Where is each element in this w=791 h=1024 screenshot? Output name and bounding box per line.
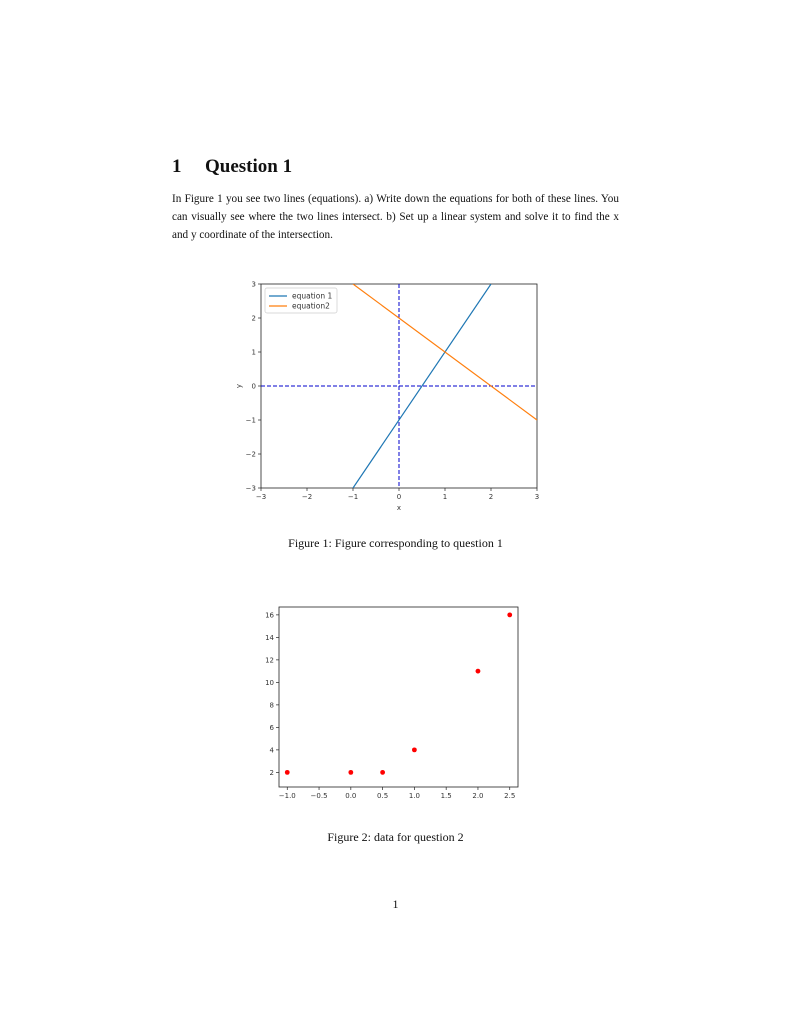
fig2-data-point: [348, 770, 353, 775]
figure-1-caption: Figure 1: Figure corresponding to question 1: [288, 536, 503, 550]
fig2-y-tick-label: 6: [269, 723, 274, 732]
fig1-x-tick-label: 1: [442, 493, 448, 501]
fig2-y-tick-label: 8: [269, 701, 274, 710]
question-paragraph: In Figure 1 you see two lines (equations). a) Write down the equations for both of these lines. You can visually see where the two lines intersect. b) Set up a linear system and solve it to find the x and y coordinate of the intersection.: [172, 193, 619, 241]
fig1-x-tick-label: 3: [534, 493, 540, 501]
fig2-x-tick-label: 0.0: [345, 792, 357, 800]
fig2-y-tick-label: 10: [265, 678, 274, 687]
fig2-x-tick-label: 2.5: [504, 792, 516, 800]
fig2-x-tick-label: −1.0: [278, 792, 296, 800]
fig1-x-tick-label: −3: [255, 493, 267, 501]
fig2-data-point: [285, 770, 290, 775]
fig1-x-tick-label: −2: [301, 493, 313, 501]
fig1-legend-label: equation 1: [292, 291, 333, 301]
fig2-data-point: [380, 770, 385, 775]
fig1-y-tick-label: −2: [245, 450, 256, 459]
fig1-series-line-1: [353, 284, 491, 488]
fig1-y-tick-label: 1: [251, 348, 256, 357]
fig2-y-tick-label: 2: [269, 768, 274, 777]
fig2-data-point: [507, 612, 512, 617]
fig2-x-tick-label: 1.0: [408, 792, 420, 800]
fig1-x-tick-label: 2: [488, 493, 494, 501]
fig1-y-tick-label: −3: [245, 484, 256, 493]
fig1-y-tick-label: 0: [251, 382, 256, 391]
fig2-y-tick-label: 14: [265, 633, 274, 642]
fig2-x-tick-label: 0.5: [377, 792, 389, 800]
section-number: 1: [172, 156, 182, 177]
fig1-y-tick-label: 3: [251, 280, 256, 289]
fig1-x-axis-label: x: [396, 504, 402, 512]
fig1-y-tick-label: 2: [251, 314, 256, 323]
fig2-y-tick-label: 12: [265, 656, 274, 665]
fig1-y-axis-label: y: [235, 383, 243, 389]
fig1-legend-label: equation2: [292, 301, 330, 311]
section-title: Question 1: [205, 156, 293, 177]
fig2-x-tick-label: −0.5: [310, 792, 328, 800]
fig1-series-line-2: [353, 284, 537, 420]
fig2-x-tick-label: 1.5: [440, 792, 452, 800]
fig2-data-point: [412, 747, 417, 752]
figure-2-caption: Figure 2: data for question 2: [327, 830, 464, 844]
page-number: 1: [392, 897, 399, 911]
fig2-y-tick-label: 4: [269, 746, 274, 755]
fig1-y-tick-label: −1: [245, 416, 256, 425]
fig2-plot-frame: [279, 607, 518, 787]
fig2-data-point: [476, 669, 481, 674]
fig2-x-tick-label: 2.0: [472, 792, 484, 800]
fig1-x-tick-label: −1: [347, 493, 359, 501]
fig2-y-tick-label: 16: [265, 611, 274, 620]
fig1-x-tick-label: 0: [396, 493, 402, 501]
